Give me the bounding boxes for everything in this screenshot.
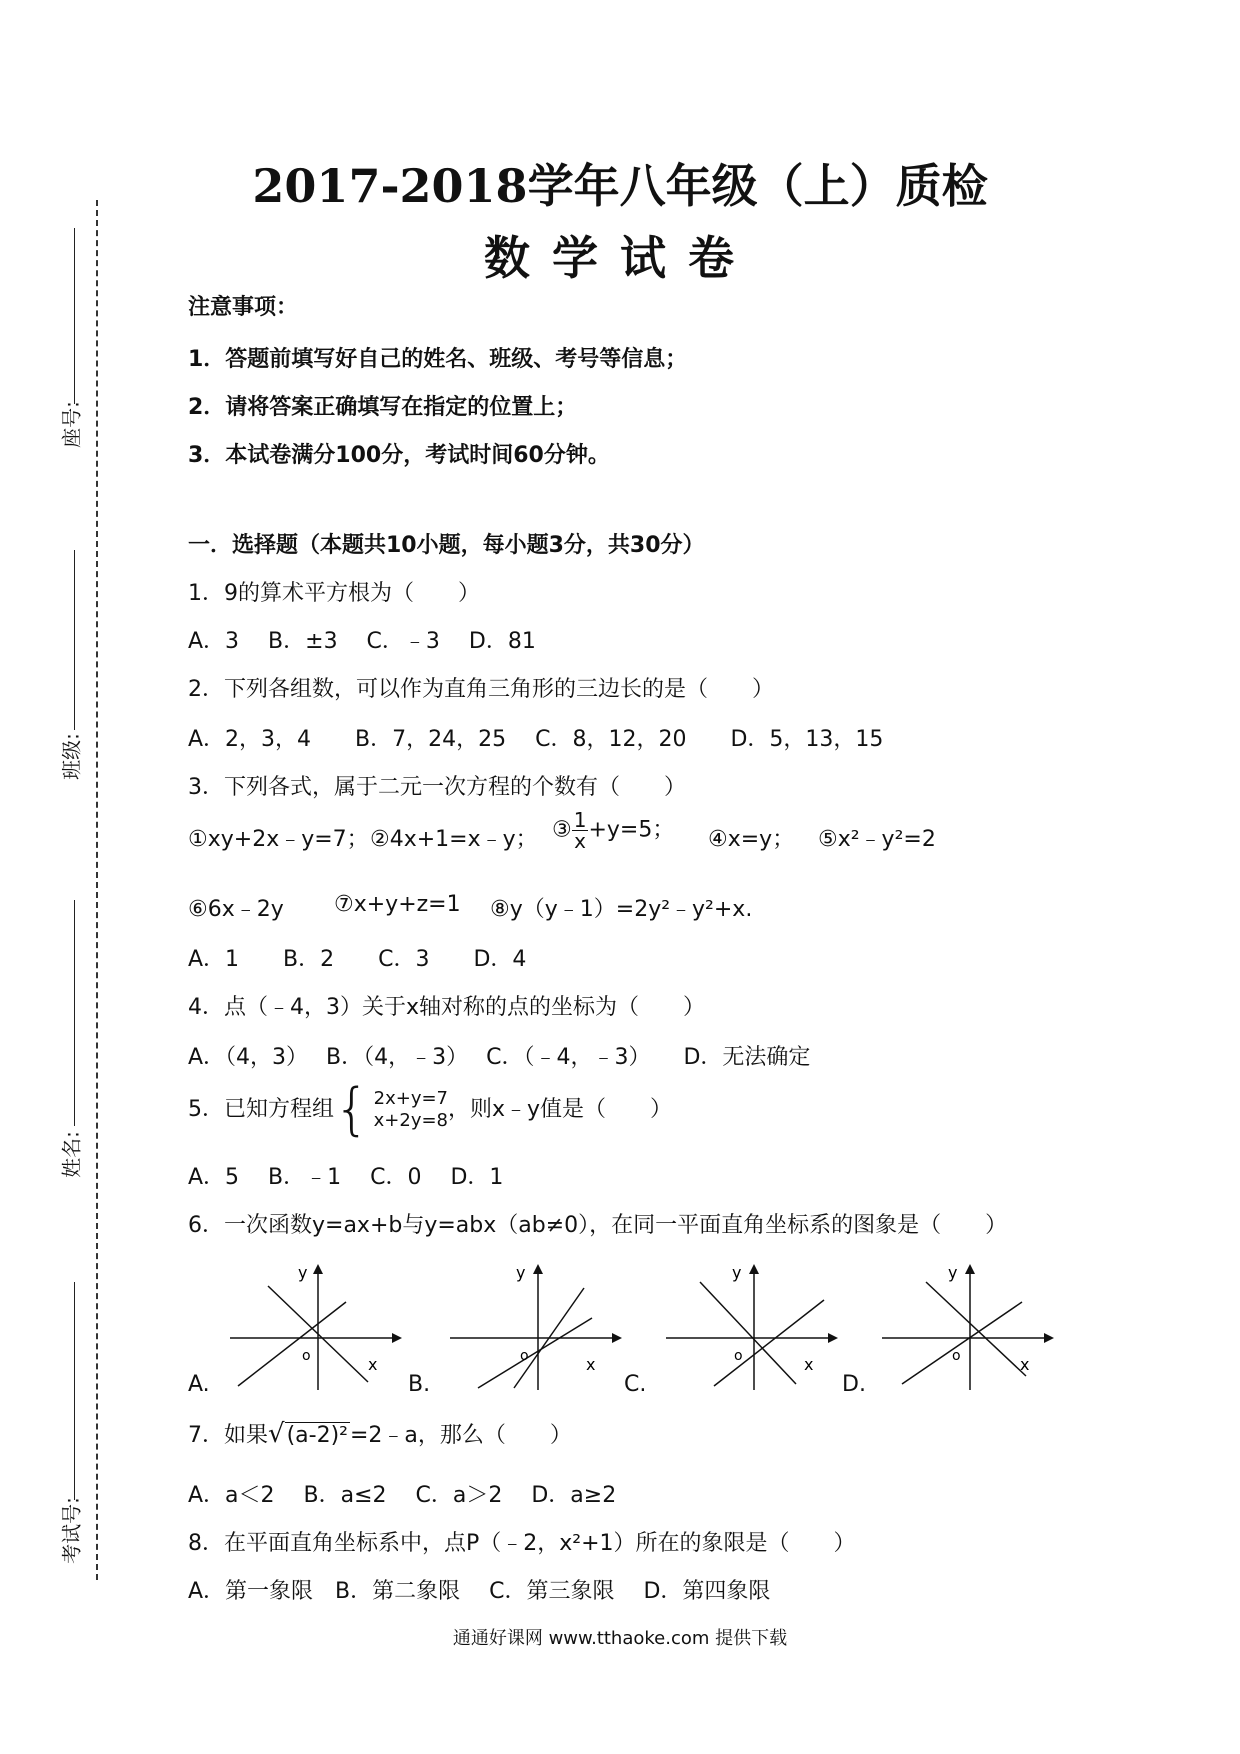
question-7-stem xyxy=(188,1418,572,1449)
origin-label: o xyxy=(520,1348,529,1364)
fraction-numerator: 1 xyxy=(573,808,587,832)
name-label: 姓名: xyxy=(59,1131,84,1178)
equation-system xyxy=(334,1077,449,1142)
note-item: 2．请将答案正确填写在指定的位置上； xyxy=(188,395,578,420)
question-1-stem: 1．9的算术平方根为（ ） xyxy=(188,581,480,606)
question-4-options: A．（4，3） B．（4，﹣3） C．（﹣4，﹣3） D．无法确定 xyxy=(188,1045,811,1070)
origin-label: o xyxy=(302,1348,311,1364)
question-6-stem: 6．一次函数y=ax+b与y=abx（ab≠0），在同一平面直角坐标系的图象是（ ） xyxy=(188,1213,1008,1238)
sqrt-radicand: (a-2)² xyxy=(286,1423,348,1448)
question-8-stem: 8．在平面直角坐标系中，点P（﹣2，x²+1）所在的象限是（ ） xyxy=(188,1531,856,1556)
question-4-stem: 4．点（﹣4，3）关于x轴对称的点的坐标为（ ） xyxy=(188,995,706,1020)
equation-lines xyxy=(374,1088,448,1132)
q3-expr-1: ①xy+2x﹣y=7； xyxy=(188,827,369,852)
graph-option-c xyxy=(664,1262,844,1392)
question-2-stem: 2．下列各组数，可以作为直角三角形的三边长的是（ ） xyxy=(188,677,774,702)
seat-label: 座号: xyxy=(59,401,84,448)
graph-label-c: C. xyxy=(624,1372,647,1397)
class-label: 班级: xyxy=(59,733,84,780)
question-2-options: A．2，3，4 B．7，24，25 C．8，12，20 D．5，13，15 xyxy=(188,727,884,752)
graph-option-b xyxy=(448,1262,628,1392)
x-axis-label: x xyxy=(1020,1355,1030,1374)
y-axis-label: y xyxy=(732,1263,742,1282)
q3-expr-8: ⑧y（y﹣1）=2y²﹣y²+x. xyxy=(490,897,753,922)
fraction xyxy=(572,810,589,851)
origin-label: o xyxy=(734,1348,743,1364)
question-3-options: A．1 B．2 C．3 D．4 xyxy=(188,947,527,972)
q3-expr-3-suffix: +y=5； xyxy=(588,817,675,843)
question-8-options: A．第一象限 B．第二象限 C．第三象限 D．第四象限 xyxy=(188,1579,771,1604)
x-axis-label: x xyxy=(368,1355,378,1374)
q3-expr-6: ⑥6x﹣2y xyxy=(188,897,284,922)
note-item: 3．本试卷满分100分，考试时间60分钟。 xyxy=(188,443,610,468)
exam-no-label: 考试号: xyxy=(59,1497,84,1564)
brace-symbol: { xyxy=(334,1077,370,1142)
q3-expr-2: ②4x+1=x﹣y； xyxy=(370,827,538,852)
question-5-stem xyxy=(188,1077,673,1142)
graph-option-d xyxy=(880,1262,1060,1392)
x-axis-label: x xyxy=(804,1355,814,1374)
page-footer: 通通好课网 www.tthaoke.com 提供下载 xyxy=(452,1628,788,1649)
fraction-denominator: x xyxy=(574,829,587,853)
section-heading: 一．选择题（本题共10小题，每小题3分，共30分） xyxy=(188,533,705,558)
question-1-options: A．3 B．±3 C．﹣3 D．81 xyxy=(188,629,536,654)
q3-expr-3-prefix: ③ xyxy=(552,817,572,843)
q3-expr-3 xyxy=(552,810,674,851)
notes-heading: 注意事项： xyxy=(188,295,299,320)
graph-label-b: B. xyxy=(408,1372,431,1397)
x-axis-label: x xyxy=(586,1355,596,1374)
question-5-options: A．5 B．﹣1 C．0 D．1 xyxy=(188,1165,504,1190)
q7-stem-prefix: 7．如果 xyxy=(188,1423,268,1448)
q3-expr-5: ⑤x²﹣y²=2 xyxy=(818,827,936,852)
equation-2: x+2y=8 xyxy=(373,1110,449,1131)
exam-title: 2017-2018学年八年级（上）质检 xyxy=(252,159,988,213)
graph-option-a xyxy=(228,1262,408,1392)
q5-stem-prefix: 5．已知方程组 xyxy=(188,1097,334,1122)
q3-expr-4: ④x=y； xyxy=(708,827,795,852)
y-axis-label: y xyxy=(948,1263,958,1282)
q5-stem-suffix: ，则x﹣y值是（ ） xyxy=(448,1097,673,1122)
name-fill-line xyxy=(74,900,75,1126)
class-fill-line xyxy=(74,550,75,730)
question-7-options: A．a＜2 B．a≤2 C．a＞2 D．a≥2 xyxy=(188,1483,617,1508)
exam-no-fill-line xyxy=(74,1282,75,1500)
sqrt-icon: √ xyxy=(268,1419,285,1449)
graph-label-a: A. xyxy=(188,1372,210,1397)
y-axis-label: y xyxy=(516,1263,526,1282)
q7-stem-suffix: =2﹣a，那么（ ） xyxy=(349,1423,572,1448)
graph-label-d: D. xyxy=(842,1372,866,1397)
question-3-stem: 3．下列各式，属于二元一次方程的个数有（ ） xyxy=(188,775,686,800)
equation-1: 2x+y=7 xyxy=(373,1088,449,1109)
y-axis-label: y xyxy=(298,1263,308,1282)
binding-dashed-line xyxy=(96,200,98,1580)
origin-label: o xyxy=(952,1348,961,1364)
note-item: 1．答题前填写好自己的姓名、班级、考号等信息； xyxy=(188,347,688,372)
q3-expr-7: ⑦x+y+z=1 xyxy=(334,892,461,917)
exam-subtitle: 数学试卷 xyxy=(484,231,756,285)
